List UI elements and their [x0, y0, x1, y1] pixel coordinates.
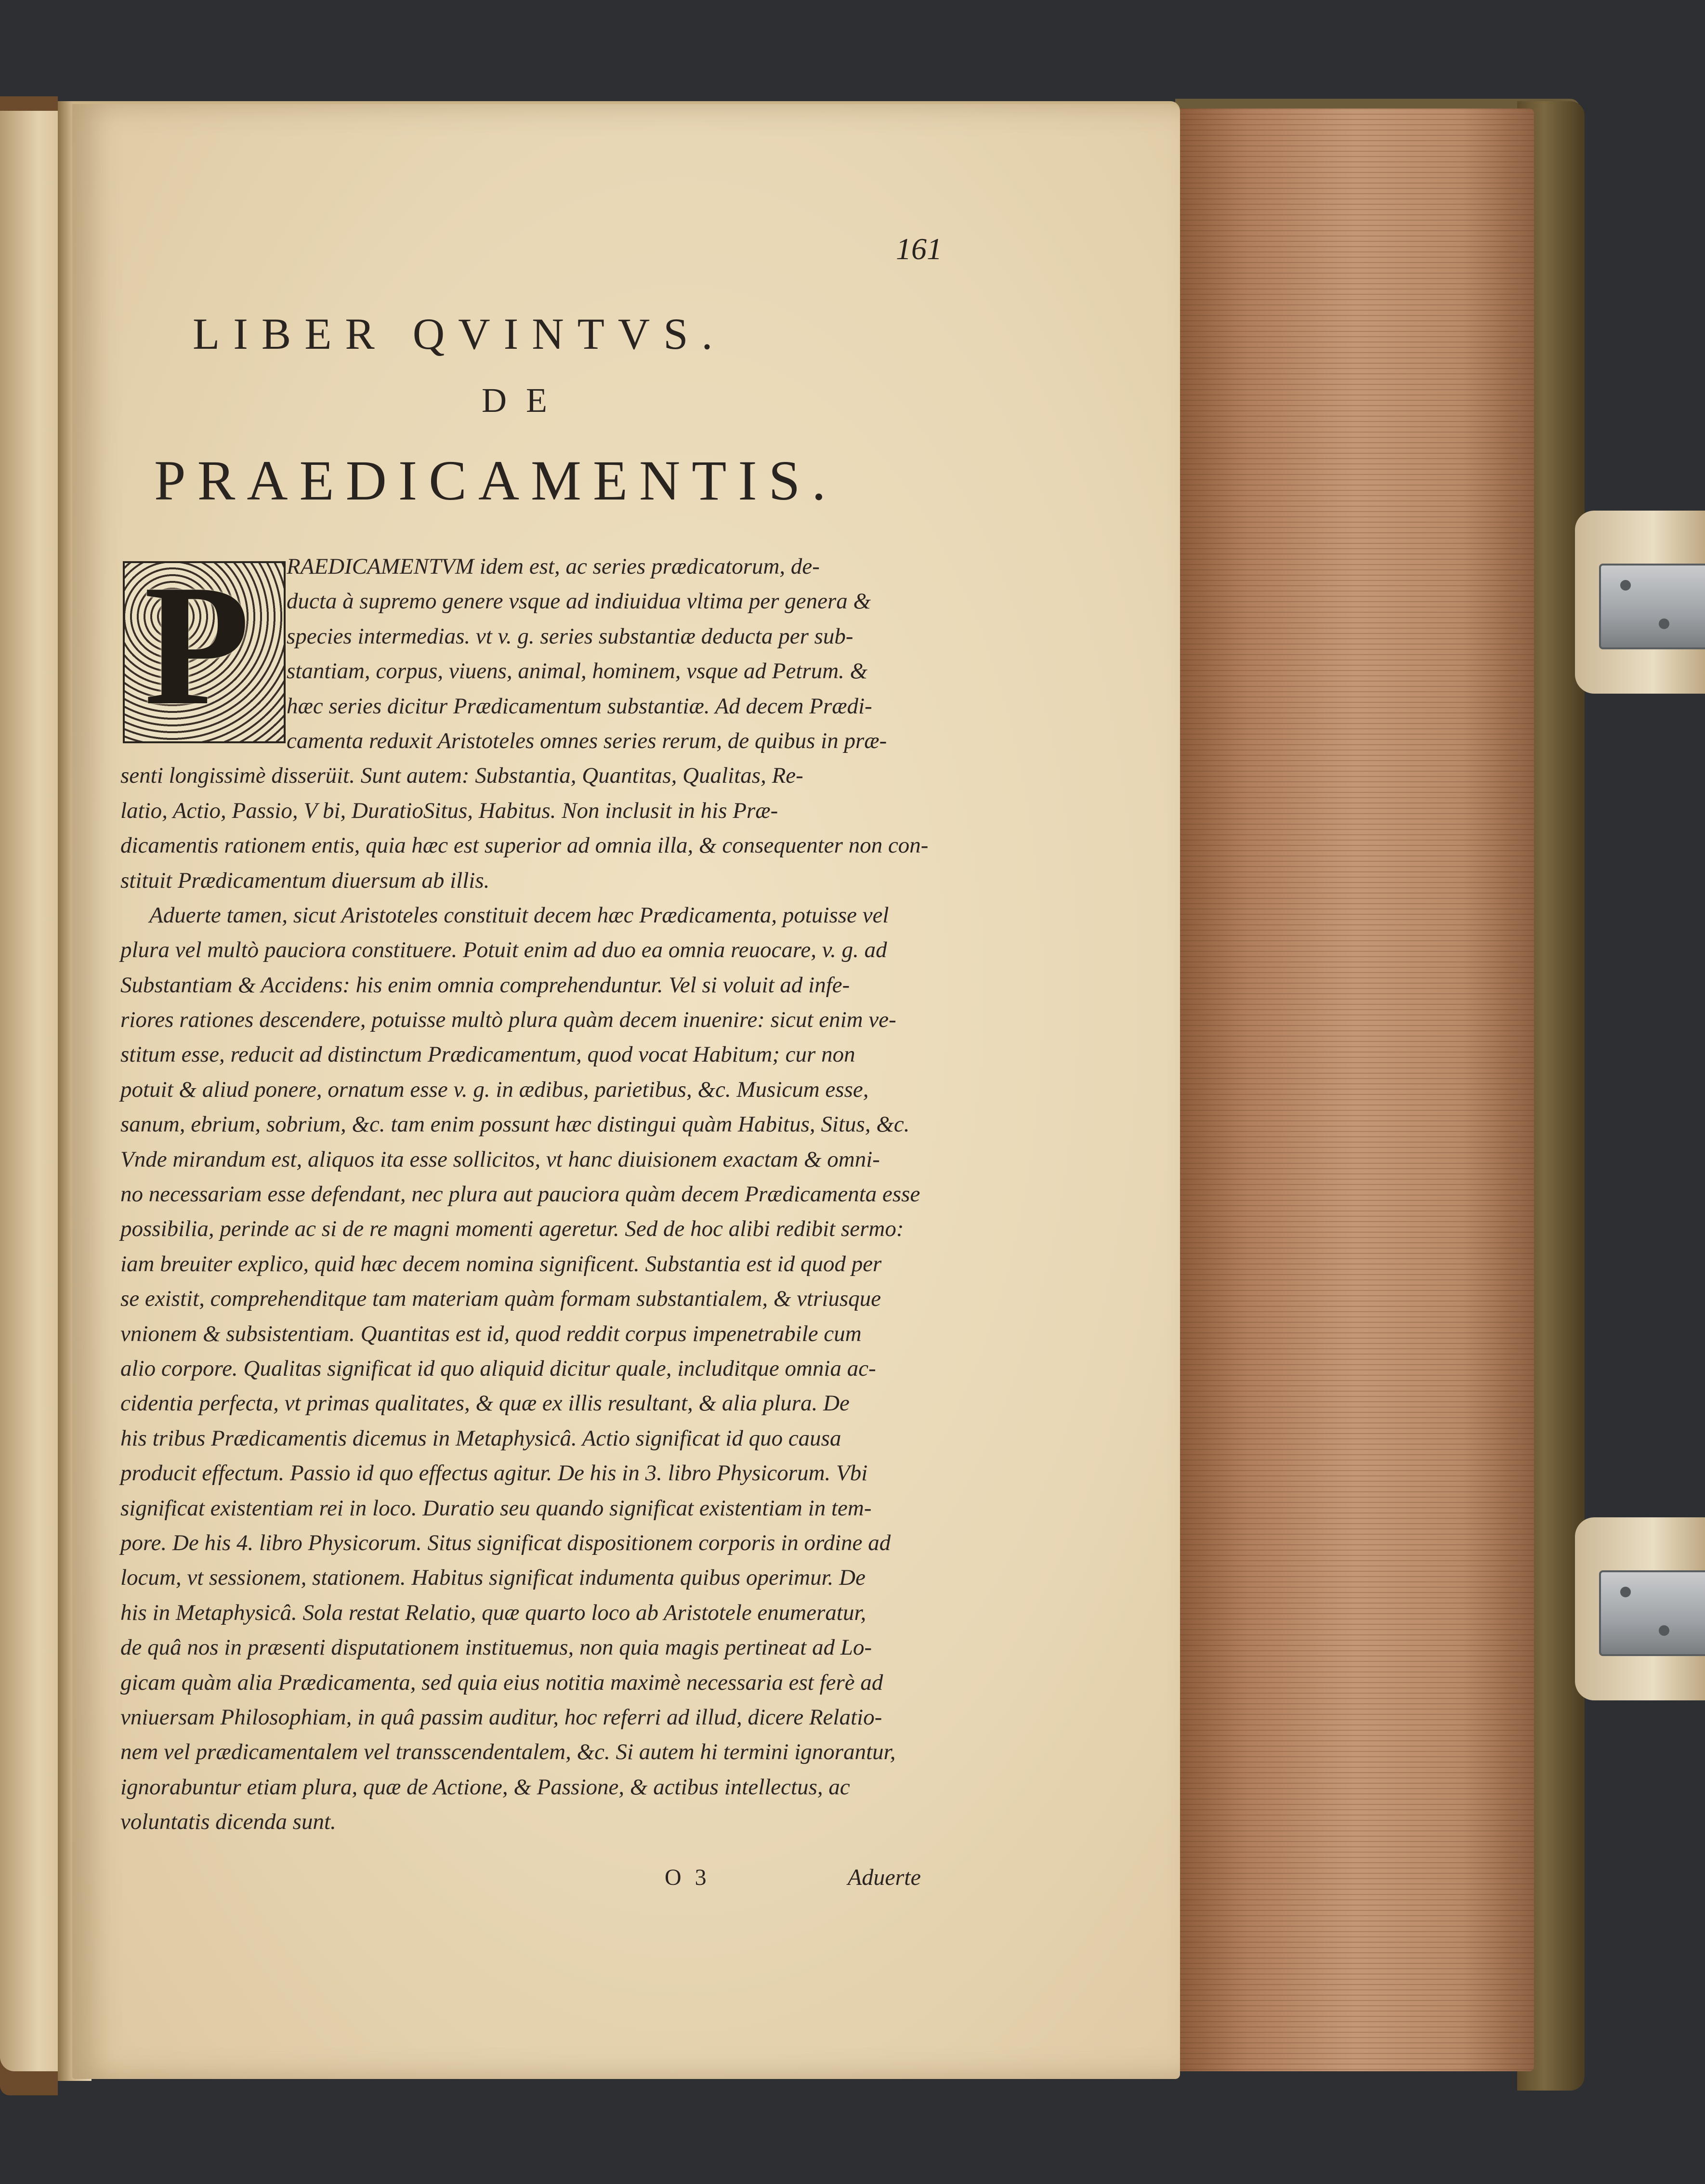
text-line: dicamentis rationem entis, quia hæc est superior ad omnia illa, & consequenter non con- [120, 833, 929, 858]
text-line: stituit Prædicamentum diuersum ab illis. [120, 868, 490, 893]
text-line: cidentia perfecta, vt primas qualitates, & quæ ex illis resultant, & alia plura. De [120, 1391, 850, 1416]
text-line: producit effectum. Passio id quo effectus agitur. De his in 3. libro Physicorum. Vbi [120, 1460, 868, 1486]
text-line: RAEDICAMENTVM idem est, ac series prædicatorum, de- [287, 554, 820, 579]
text-line: voluntatis dicenda sunt. [120, 1809, 336, 1835]
text-line: ignorabuntur etiam plura, quæ de Actione, & Passione, & actibus intellectus, ac [120, 1774, 850, 1800]
text-line: riores rationes descendere, potuisse multò plura quàm decem inuenire: sicut enim ve- [120, 1007, 896, 1033]
text-line: camenta reduxit Aristoteles omnes series rerum, de quibus in præ- [287, 728, 887, 753]
initial-letter: P [144, 549, 250, 741]
text-line: de quâ nos in præsenti disputationem instituemus, non quia magis pertineat ad Lo- [120, 1635, 872, 1660]
body-text [120, 549, 939, 1839]
title-line-2: DE [482, 381, 566, 420]
text-line: sanum, ebrium, sobrium, &c. tam enim possunt hæc distingui quàm Habitus, Situs, &c. [120, 1112, 910, 1137]
text-line: vnionem & subsistentiam. Quantitas est id, quod reddit corpus impenetrabile cum [120, 1321, 862, 1346]
text-line: senti longissimè disserüit. Sunt autem: Substantia, Quantitas, Qualitas, Re- [120, 763, 803, 789]
text-line: Substantiam & Accidens: his enim omnia comprehenduntur. Vel si voluit ad infe- [120, 972, 850, 998]
text-line: plura vel multò pauciora constituere. Potuit enim ad duo ea omnia reuocare, v. g. ad [120, 937, 887, 963]
text-line: his tribus Prædicamentis dicemus in Metaphysicâ. Actio significat id quo causa [120, 1425, 841, 1451]
catchword: Aduerte [848, 1865, 921, 1890]
fore-edge [1175, 108, 1534, 2071]
upper-clasp [1575, 511, 1705, 694]
clasp-plate-icon [1599, 564, 1705, 649]
text-line: potuit & aliud ponere, ornatum esse v. g. in ædibus, parietibus, &c. Musicum esse, [120, 1077, 869, 1102]
title-line-1: LIBER QVINTVS. [193, 309, 726, 358]
text-line: alio corpore. Qualitas significat id quo aliquid dicitur quale, includitque omnia ac- [120, 1355, 876, 1381]
text-line: Aduerte tamen, sicut Aristoteles constituit decem hæc Prædicamenta, potuisse vel [149, 902, 889, 928]
text-line: iam breuiter explico, quid hæc decem nomina significent. Substantia est id quod per [120, 1251, 882, 1276]
text-line: no necessariam esse defendant, nec plura aut pauciora quàm decem Prædicamenta esse [120, 1182, 920, 1207]
text-line: stitum esse, reducit ad distinctum Prædicamentum, quod vocat Habitum; cur non [120, 1042, 855, 1067]
text-line: significat existentiam rei in loco. Duratio seu quando significat existentiam in tem- [120, 1495, 872, 1521]
text-line: se existit, comprehenditque tam materiam quàm formam substantialem, & vtriusque [120, 1286, 881, 1312]
lower-clasp [1575, 1517, 1705, 1700]
text-line: species intermedias. vt v. g. series substantiæ deducta per sub- [287, 623, 853, 649]
text-line: ducta à supremo genere vsque ad indiuidua vltima per genera & [287, 589, 871, 614]
page-number: 161 [896, 232, 942, 266]
signature-mark: O 3 [665, 1865, 710, 1890]
text-line: pore. De his 4. libro Physicorum. Situs significat dispositionem corporis in ordine ad [120, 1530, 891, 1555]
text-line: stantiam, corpus, viuens, animal, hominem, vsque ad Petrum. & [287, 658, 868, 684]
text-line: his in Metaphysicâ. Sola restat Relatio, quæ quarto loco ab Aristotele enumeratur, [120, 1600, 866, 1625]
title-line-3: PRAEDICAMENTIS. [154, 449, 838, 512]
text-line: Vnde mirandum est, aliquos ita esse sollicitos, vt hanc diuisionem exactam & omni- [120, 1146, 880, 1172]
text-line: hæc series dicitur Prædicamentum substantiæ. Ad decem Prædi- [287, 693, 872, 719]
text-line: latio, Actio, Passio, V bi, DuratioSitus, Habitus. Non inclusit in his Præ- [120, 798, 778, 823]
text-line: nem vel prædicamentalem vel transscendentalem, &c. Si autem hi termini ignorantur, [120, 1739, 896, 1765]
clasp-plate-icon [1599, 1570, 1705, 1656]
text-line: possibilia, perinde ac si de re magni momenti ageretur. Sed de hoc alibi redibit sermo: [120, 1216, 904, 1242]
text-line: gicam quàm alia Prædicamenta, sed quia eius notitia maximè necessaria est ferè ad [120, 1670, 883, 1695]
text-line: vniuersam Philosophiam, in quâ passim auditur, hoc referri ad illud, dicere Relatio- [120, 1704, 882, 1730]
text-line: locum, vt sessionem, stationem. Habitus significat indumenta quibus operimur. De [120, 1565, 866, 1591]
